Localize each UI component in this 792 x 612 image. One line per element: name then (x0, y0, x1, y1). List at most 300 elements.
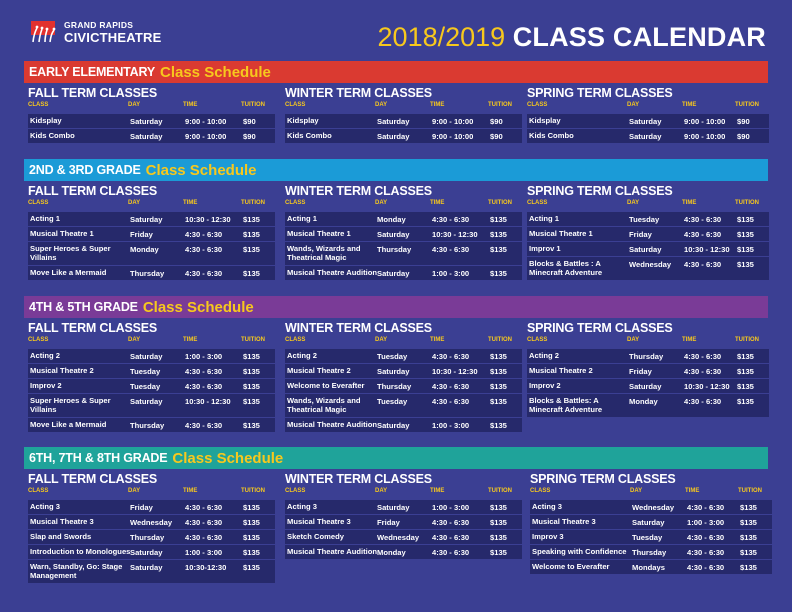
class-time: 10:30 - 12:30 (185, 215, 231, 224)
class-day: Thursday (130, 269, 165, 278)
class-day: Thursday (130, 421, 165, 430)
table-row (285, 379, 522, 393)
term-title: FALL TERM CLASSES (28, 321, 158, 335)
table-row (285, 418, 522, 432)
class-day: Monday (130, 245, 159, 254)
class-time: 4:30 - 6:30 (185, 269, 223, 278)
header-tuition: TUITION (488, 200, 512, 206)
term-column (285, 86, 533, 144)
class-tuition: $135 (490, 548, 507, 557)
table-row (527, 114, 769, 128)
table-row (527, 379, 769, 393)
class-day: Friday (377, 518, 400, 527)
class-time: 4:30 - 6:30 (185, 382, 223, 391)
class-tuition: $135 (243, 503, 260, 512)
class-tuition: $135 (243, 518, 260, 527)
term-column (527, 86, 775, 144)
class-day: Saturday (377, 503, 410, 512)
table-row (28, 515, 275, 529)
class-name: Acting 1 (529, 214, 559, 223)
header-class: CLASS (527, 102, 548, 108)
table-row (28, 349, 275, 363)
section-band (24, 296, 768, 318)
column-headers (28, 488, 276, 500)
class-day: Friday (130, 503, 153, 512)
class-rows (530, 500, 778, 574)
table-row (527, 364, 769, 378)
class-day: Wednesday (130, 518, 173, 527)
logo-line-2: CIVICTHEATRE (64, 30, 162, 45)
table-row (285, 364, 522, 378)
class-time: 9:00 - 10:00 (185, 117, 227, 126)
header-day: DAY (375, 337, 388, 343)
header-day: DAY (128, 102, 141, 108)
class-tuition: $135 (243, 533, 260, 542)
class-tuition: $135 (490, 533, 507, 542)
class-time: 4:30 - 6:30 (185, 518, 223, 527)
class-tuition: $135 (243, 421, 260, 430)
class-time: 4:30 - 6:30 (185, 230, 223, 239)
class-tuition: $135 (740, 563, 757, 572)
class-day: Tuesday (130, 367, 161, 376)
class-name: Warn, Standby, Go: Stage Management (30, 562, 123, 580)
class-name: Improv 1 (529, 244, 561, 253)
header-tuition: TUITION (735, 200, 759, 206)
class-time: 4:30 - 6:30 (185, 533, 223, 542)
header-time: TIME (183, 102, 198, 108)
class-day: Thursday (377, 382, 412, 391)
class-tuition: $135 (737, 397, 754, 406)
class-name: Acting 1 (30, 214, 60, 223)
class-rows (285, 114, 533, 143)
column-headers (28, 102, 276, 114)
class-tuition: $135 (490, 518, 507, 527)
page-title (378, 22, 766, 53)
section-grade: EARLY ELEMENTARY (29, 65, 155, 79)
table-row (285, 515, 522, 529)
class-name: Acting 3 (30, 502, 60, 511)
class-time: 10:30 - 12:30 (185, 397, 231, 406)
class-tuition: $90 (243, 117, 256, 126)
class-name: Move Like a Mermaid (30, 420, 107, 429)
class-time: 9:00 - 10:00 (432, 117, 474, 126)
table-row (285, 212, 522, 226)
class-name: Musical Theatre 3 (30, 517, 94, 526)
class-rows (285, 500, 533, 559)
class-day: Saturday (130, 215, 163, 224)
header-day: DAY (128, 337, 141, 343)
class-tuition: $90 (737, 132, 750, 141)
table-row (285, 394, 522, 417)
class-name: Blocks & Battles : A Minecraft Adventure (529, 259, 603, 277)
class-tuition: $135 (740, 518, 757, 527)
table-row (530, 560, 772, 574)
section-band (24, 447, 768, 469)
class-time: 4:30 - 6:30 (687, 503, 725, 512)
class-tuition: $135 (490, 367, 507, 376)
column-headers (285, 200, 533, 212)
class-day: Monday (377, 548, 406, 557)
column-headers (527, 200, 775, 212)
header-tuition: TUITION (738, 488, 762, 494)
class-tuition: $135 (740, 503, 757, 512)
class-day: Friday (629, 230, 652, 239)
class-rows (28, 500, 276, 583)
class-tuition: $135 (243, 352, 260, 361)
table-row (527, 242, 769, 256)
term-title: WINTER TERM CLASSES (285, 321, 432, 335)
class-time: 4:30 - 6:30 (687, 563, 725, 572)
term-column (285, 321, 533, 433)
class-name: Blocks & Battles: A Minecraft Adventure (529, 396, 603, 414)
class-time: 4:30 - 6:30 (684, 397, 722, 406)
class-time: 4:30 - 6:30 (432, 518, 470, 527)
header-time: TIME (183, 200, 198, 206)
class-name: Musical Theatre Audition (287, 420, 378, 429)
class-time: 4:30 - 6:30 (185, 421, 223, 430)
class-time: 4:30 - 6:30 (432, 352, 470, 361)
term-title: SPRING TERM CLASSES (527, 86, 673, 100)
header-class: CLASS (285, 102, 306, 108)
header-tuition: TUITION (488, 488, 512, 494)
class-day: Wednesday (377, 533, 420, 542)
section-grade: 2ND & 3RD GRADE (29, 163, 141, 177)
class-name: Improv 3 (532, 532, 564, 541)
table-row (285, 129, 522, 143)
table-row (285, 242, 522, 265)
class-time: 4:30 - 6:30 (185, 245, 223, 254)
column-headers (527, 337, 775, 349)
header-class: CLASS (28, 200, 49, 206)
header-tuition: TUITION (241, 200, 265, 206)
class-day: Tuesday (130, 382, 161, 391)
class-day: Saturday (130, 548, 163, 557)
class-name: Super Heroes & Super Villains (30, 244, 111, 262)
table-row (285, 114, 522, 128)
header-tuition: TUITION (241, 488, 265, 494)
class-name: Acting 2 (30, 351, 60, 360)
header-day: DAY (375, 488, 388, 494)
class-name: Kids Combo (30, 131, 75, 140)
term-column (285, 472, 533, 560)
header-time: TIME (685, 488, 700, 494)
class-name: Move Like a Mermaid (30, 268, 107, 277)
class-name: Acting 2 (287, 351, 317, 360)
table-row (530, 515, 772, 529)
class-time: 4:30 - 6:30 (185, 367, 223, 376)
class-name: Welcome to Everafter (532, 562, 610, 571)
class-name: Slap and Swords (30, 532, 92, 541)
column-headers (28, 337, 276, 349)
header-time: TIME (430, 102, 445, 108)
header-class: CLASS (285, 337, 306, 343)
header-class: CLASS (28, 102, 49, 108)
class-day: Thursday (629, 352, 664, 361)
table-row (285, 500, 522, 514)
header-day: DAY (630, 488, 643, 494)
header-day: DAY (627, 337, 640, 343)
table-row (28, 560, 275, 583)
class-day: Mondays (632, 563, 665, 572)
term-column (28, 472, 276, 584)
class-time: 4:30 - 6:30 (432, 548, 470, 557)
header-time: TIME (183, 488, 198, 494)
class-time: 1:00 - 3:00 (432, 503, 470, 512)
table-row (285, 227, 522, 241)
class-tuition: $135 (737, 260, 754, 269)
class-day: Saturday (632, 518, 665, 527)
table-row (527, 257, 769, 280)
theatre-logo-icon (30, 18, 60, 46)
class-name: Introduction to Monologues (30, 547, 131, 556)
class-day: Saturday (130, 132, 163, 141)
class-name: Kidsplay (287, 116, 319, 125)
title-text: CLASS CALENDAR (512, 22, 766, 52)
class-time: 4:30 - 6:30 (684, 367, 722, 376)
class-day: Saturday (377, 230, 410, 239)
term-column (530, 472, 778, 575)
class-name: Kids Combo (529, 131, 574, 140)
table-row (530, 545, 772, 559)
column-headers (527, 102, 775, 114)
section-band (24, 159, 768, 181)
class-name: Musical Theatre 1 (30, 229, 94, 238)
class-name: Improv 2 (30, 381, 62, 390)
class-rows (285, 349, 533, 432)
class-time: 4:30 - 6:30 (432, 245, 470, 254)
class-time: 9:00 - 10:00 (684, 117, 726, 126)
class-tuition: $135 (490, 230, 507, 239)
class-tuition: $135 (740, 548, 757, 557)
header-time: TIME (682, 102, 697, 108)
class-name: Musical Theatre Audition (287, 547, 378, 556)
class-time: 4:30 - 6:30 (185, 503, 223, 512)
table-row (28, 418, 275, 432)
class-tuition: $135 (740, 533, 757, 542)
class-time: 10:30 - 12:30 (684, 382, 730, 391)
class-tuition: $135 (243, 397, 260, 406)
class-time: 10:30 - 12:30 (432, 367, 478, 376)
term-title: WINTER TERM CLASSES (285, 184, 432, 198)
class-time: 9:00 - 10:00 (432, 132, 474, 141)
header-class: CLASS (285, 200, 306, 206)
table-row (28, 379, 275, 393)
class-time: 9:00 - 10:00 (185, 132, 227, 141)
class-name: Musical Theatre 1 (287, 229, 351, 238)
header-day: DAY (128, 488, 141, 494)
title-year: 2018/2019 (377, 22, 506, 52)
term-title: WINTER TERM CLASSES (285, 86, 432, 100)
class-rows (285, 212, 533, 280)
class-name: Musical Theatre 2 (529, 366, 593, 375)
header-time: TIME (183, 337, 198, 343)
class-time: 4:30 - 6:30 (432, 215, 470, 224)
class-tuition: $90 (490, 117, 503, 126)
header-day: DAY (627, 102, 640, 108)
term-title: FALL TERM CLASSES (28, 184, 158, 198)
term-title: WINTER TERM CLASSES (285, 472, 432, 486)
class-time: 1:00 - 3:00 (185, 548, 223, 557)
class-day: Saturday (377, 421, 410, 430)
term-column (28, 321, 276, 433)
section-subtitle: Class Schedule (145, 161, 257, 179)
term-column (285, 184, 533, 281)
class-time: 4:30 - 6:30 (432, 533, 470, 542)
header-tuition: TUITION (241, 102, 265, 108)
table-row (285, 545, 522, 559)
class-tuition: $135 (490, 382, 507, 391)
class-day: Friday (130, 230, 153, 239)
class-time: 1:00 - 3:00 (432, 421, 470, 430)
class-day: Saturday (629, 132, 662, 141)
column-headers (285, 337, 533, 349)
class-name: Kidsplay (529, 116, 561, 125)
class-tuition: $135 (490, 215, 507, 224)
class-name: Acting 1 (287, 214, 317, 223)
class-tuition: $135 (737, 382, 754, 391)
class-rows (28, 212, 276, 280)
table-row (28, 364, 275, 378)
section-subtitle: Class Schedule (172, 449, 284, 467)
header-day: DAY (128, 200, 141, 206)
class-name: Musical Theatre 2 (30, 366, 94, 375)
class-name: Musical Theatre 1 (529, 229, 593, 238)
class-day: Saturday (130, 117, 163, 126)
section-subtitle: Class Schedule (142, 298, 254, 316)
header-time: TIME (682, 337, 697, 343)
class-tuition: $90 (490, 132, 503, 141)
class-tuition: $135 (737, 352, 754, 361)
header-day: DAY (375, 200, 388, 206)
table-row (28, 530, 275, 544)
table-row (527, 349, 769, 363)
class-name: Improv 2 (529, 381, 561, 390)
table-row (285, 530, 522, 544)
header-class: CLASS (527, 337, 548, 343)
class-rows (527, 212, 775, 280)
class-day: Wednesday (632, 503, 675, 512)
header-time: TIME (430, 488, 445, 494)
table-row (28, 114, 275, 128)
table-row (527, 212, 769, 226)
class-name: Acting 3 (287, 502, 317, 511)
class-time: 4:30 - 6:30 (687, 548, 725, 557)
class-tuition: $135 (490, 421, 507, 430)
class-name: Acting 3 (532, 502, 562, 511)
term-column (527, 184, 775, 281)
class-tuition: $135 (490, 503, 507, 512)
table-row (28, 394, 275, 417)
class-name: Kidsplay (30, 116, 62, 125)
class-time: 4:30 - 6:30 (432, 382, 470, 391)
header-tuition: TUITION (241, 337, 265, 343)
class-day: Saturday (377, 117, 410, 126)
class-name: Musical Theatre Audition (287, 268, 378, 277)
class-tuition: $90 (243, 132, 256, 141)
civic-theatre-logo (30, 14, 200, 50)
column-headers (530, 488, 778, 500)
class-name: Welcome to Everafter (287, 381, 365, 390)
term-column (28, 184, 276, 281)
term-title: FALL TERM CLASSES (28, 86, 158, 100)
table-row (28, 500, 275, 514)
class-day: Saturday (377, 269, 410, 278)
class-tuition: $135 (490, 269, 507, 278)
class-day: Tuesday (377, 352, 408, 361)
class-name: Acting 2 (529, 351, 559, 360)
table-row (285, 349, 522, 363)
term-title: FALL TERM CLASSES (28, 472, 158, 486)
term-column (28, 86, 276, 144)
class-time: 4:30 - 6:30 (684, 352, 722, 361)
header-time: TIME (682, 200, 697, 206)
class-time: 1:00 - 3:00 (432, 269, 470, 278)
class-rows (28, 349, 276, 432)
class-day: Thursday (130, 533, 165, 542)
class-day: Saturday (377, 132, 410, 141)
class-tuition: $135 (243, 563, 260, 572)
class-tuition: $135 (243, 548, 260, 557)
header-time: TIME (430, 200, 445, 206)
class-day: Friday (629, 367, 652, 376)
table-row (28, 212, 275, 226)
header-tuition: TUITION (488, 337, 512, 343)
column-headers (285, 102, 533, 114)
class-name: Musical Theatre 3 (287, 517, 351, 526)
table-row (530, 530, 772, 544)
header-time: TIME (430, 337, 445, 343)
class-day: Saturday (377, 367, 410, 376)
table-row (527, 129, 769, 143)
class-tuition: $135 (737, 230, 754, 239)
class-time: 1:00 - 3:00 (185, 352, 223, 361)
class-time: 10:30-12:30 (185, 563, 227, 572)
class-day: Thursday (377, 245, 412, 254)
class-time: 10:30 - 12:30 (432, 230, 478, 239)
header-day: DAY (375, 102, 388, 108)
class-rows (28, 114, 276, 143)
table-row (28, 227, 275, 241)
header-class: CLASS (527, 200, 548, 206)
class-day: Tuesday (632, 533, 663, 542)
table-row (530, 500, 772, 514)
class-tuition: $135 (490, 397, 507, 406)
section-grade: 4TH & 5TH GRADE (29, 300, 138, 314)
table-row (527, 227, 769, 241)
table-row (28, 242, 275, 265)
term-title: SPRING TERM CLASSES (527, 321, 673, 335)
class-day: Tuesday (377, 397, 408, 406)
class-day: Thursday (632, 548, 667, 557)
class-rows (527, 349, 775, 417)
class-tuition: $135 (243, 269, 260, 278)
class-name: Sketch Comedy (287, 532, 344, 541)
table-row (527, 394, 769, 417)
class-day: Saturday (629, 382, 662, 391)
class-tuition: $135 (490, 245, 507, 254)
header-class: CLASS (285, 488, 306, 494)
class-day: Wednesday (629, 260, 672, 269)
header-day: DAY (627, 200, 640, 206)
class-time: 4:30 - 6:30 (684, 215, 722, 224)
term-title: SPRING TERM CLASSES (527, 184, 673, 198)
class-tuition: $135 (737, 367, 754, 376)
section-subtitle: Class Schedule (160, 63, 271, 81)
table-row (28, 129, 275, 143)
class-tuition: $135 (737, 215, 754, 224)
section-band (24, 61, 768, 83)
class-time: 9:00 - 10:00 (684, 132, 726, 141)
